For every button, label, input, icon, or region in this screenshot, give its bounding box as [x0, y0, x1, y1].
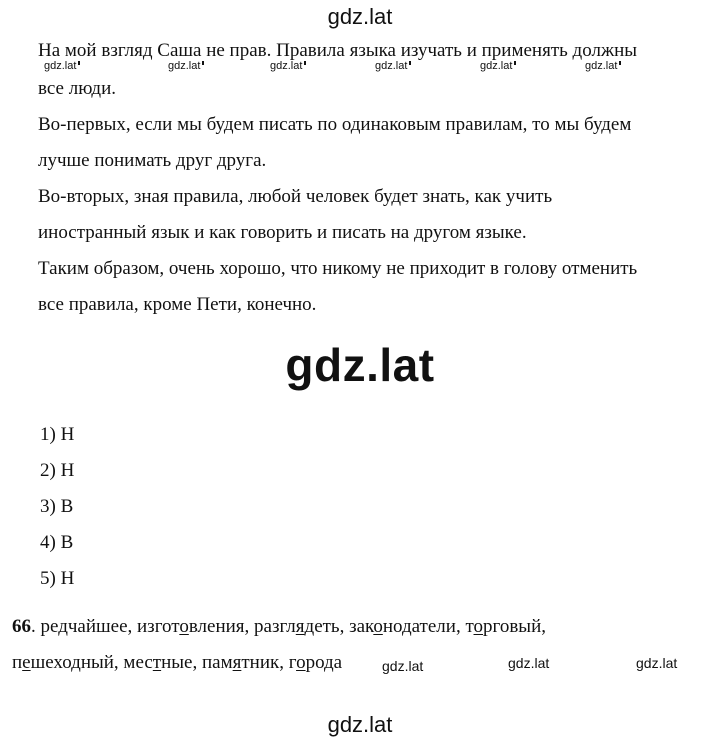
watermark-small-2: gdz.lat: [168, 60, 204, 72]
essay-line-7: Таким образом, очень хорошо, что никому не приходит в голову отменить: [38, 258, 638, 279]
watermark-small-5: gdz.lat: [480, 60, 516, 72]
watermark-bottom: gdz.lat: [327, 712, 393, 737]
word-2: изготовления,: [137, 616, 250, 637]
answer-item-1: 1) Н: [40, 424, 75, 445]
essay-line-5: Во-вторых, зная правила, любой человек будет знать, как учить: [38, 186, 553, 207]
watermark-small-4: gdz.lat: [375, 60, 411, 72]
essay-line-2: все люди.: [38, 78, 117, 99]
essay-line-4: лучше понимать друг друга.: [38, 150, 267, 171]
watermark-small-3: gdz.lat: [270, 60, 306, 72]
essay-line-1: На мой взгляд Саша не прав. Правила языка изучать и применять должны: [38, 40, 638, 61]
watermark-line-2: gdz.lat: [508, 655, 550, 671]
task-number: 66: [12, 616, 31, 637]
answer-item-2: 2) Н: [40, 460, 75, 481]
word-9: города: [288, 652, 343, 673]
word-1: редчайшее,: [40, 616, 133, 637]
watermark-small-6: gdz.lat: [585, 60, 621, 72]
watermark-center: gdz.lat: [285, 339, 435, 391]
word-5: торговый,: [465, 616, 546, 637]
word-7: местные,: [123, 652, 198, 673]
task-66-line-2: [12, 652, 342, 674]
word-3: разглядеть,: [254, 616, 345, 637]
essay-line-6: иностранный язык и как говорить и писать на другом языке.: [38, 222, 527, 243]
answer-item-4: 4) В: [40, 532, 74, 553]
watermark-line-3: gdz.lat: [636, 655, 678, 671]
essay-line-8: все правила, кроме Пети, конечно.: [38, 294, 317, 315]
answer-item-3: 3) В: [40, 496, 74, 517]
watermark-top: gdz.lat: [327, 4, 393, 29]
word-6: пешеходный,: [12, 652, 119, 673]
task-66-line-1: 66. редчайшее, изготовления, разглядеть, законодатели, торговый,: [12, 616, 546, 637]
watermark-small-1: gdz.lat: [44, 60, 80, 72]
word-4: законодатели,: [349, 616, 461, 637]
watermark-line-1: gdz.lat: [382, 658, 424, 674]
essay-line-3: Во-первых, если мы будем писать по одинаковым правилам, то мы будем: [38, 114, 632, 135]
word-8: памятник,: [201, 652, 284, 673]
answer-item-5: 5) Н: [40, 568, 75, 589]
